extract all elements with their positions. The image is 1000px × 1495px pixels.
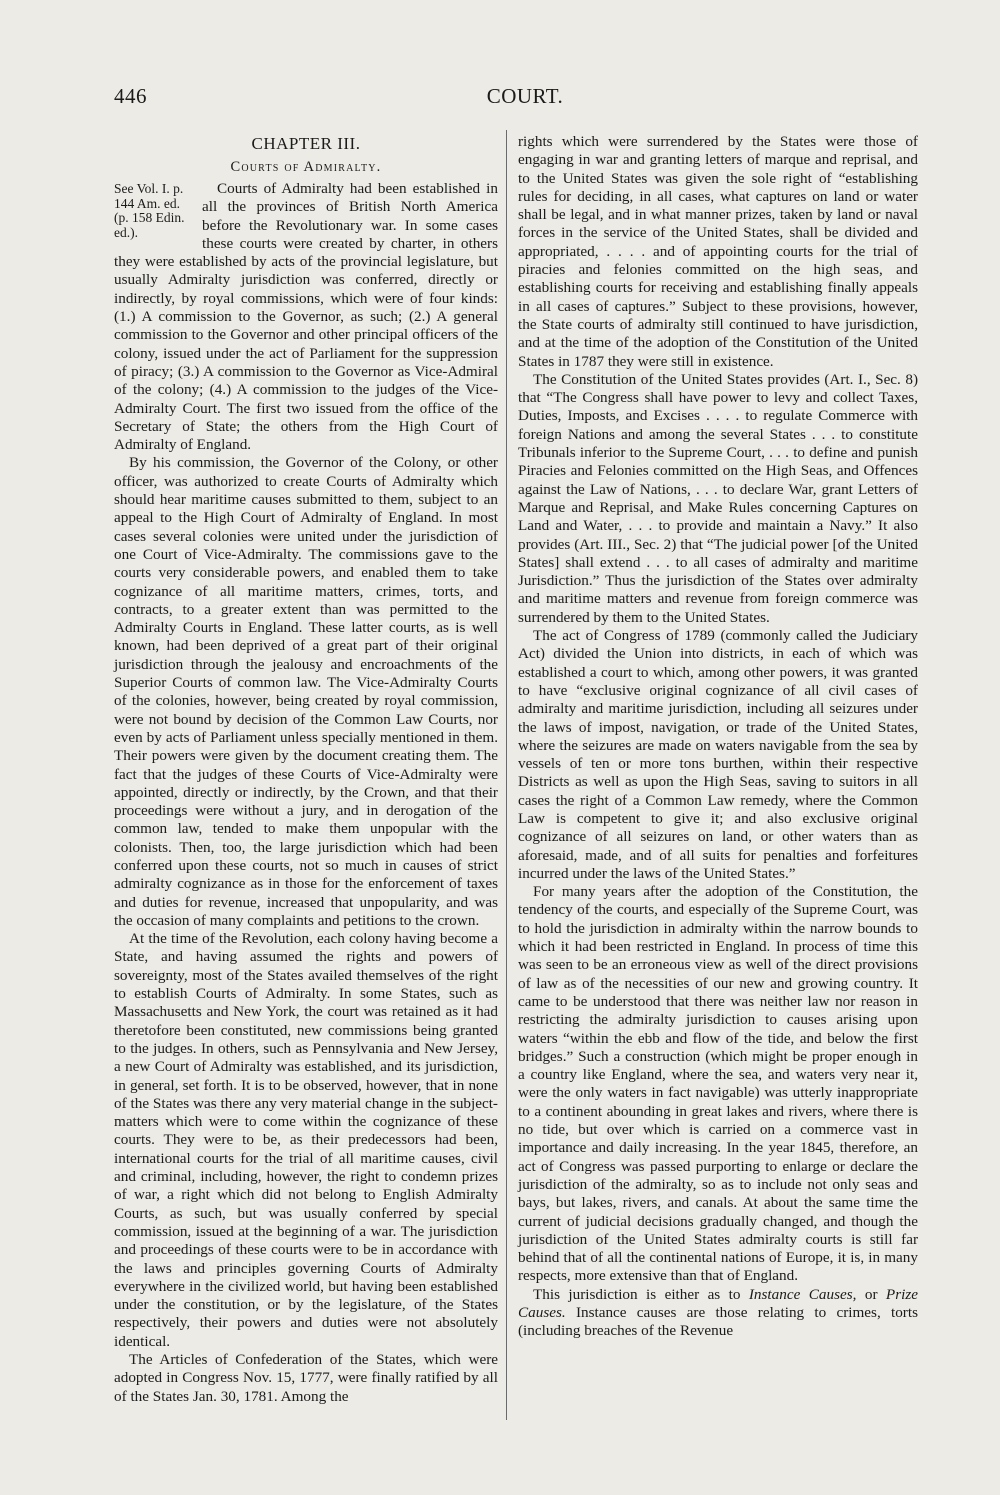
paragraph: The Constitution of the United States provides (Art. I., Sec. 8) that “The Congress shall have power to levy and collect Taxes, Duties, Imposts, and Excises . . . . to regulate Commerce with foreign Nations and among the several States . . . to constitute Tribunals inferior to the Supreme Court, . . . to define and punish Piracies and Felonies committed on the High Seas, and Offences against the Law of Nations, . . . to declare War, grant Letters of Marque and Reprisal, and Make Rules concerning Captures on Land and Water, . . . to provide and maintain a Navy.” It also provides (Art. III., Sec. 2) that “The judicial power [of the United States] shall extend . . . to all cases of admiralty and maritime Jurisdiction.” Thus the jurisdiction of the States over admiralty and maritime matters and revenue from foreign commerce was surrendered by them to the United States. [518,370,918,626]
page-number: 446 [114,84,147,108]
paragraph: rights which were surrendered by the States were those of engaging in war and granting letters of marque and reprisal, and to the United States was given the sole right of “establishing rules for deciding, in all cases, what captures on land or water shall be legal, and in what manner prizes, taken by land or naval forces in the service of the United States, shall be divided and appropriated, . . . . and of appointing courts for the trial of piracies and felonies committed on the high seas, and establishing courts for receiving and establishing finally appeals in all cases of captures.” Subject to these provisions, however, the State courts of admiralty still continued to have jurisdiction, and at the time of the adoption of the Constitution of the United States in 1787 they were still in existence. [518,133,918,370]
paragraph-text: Instance causes are those relating to crimes, torts (including breaches of the Revenue [518,1304,918,1340]
paragraph: The act of Congress of 1789 (commonly called the Judiciary Act) divided the Union into districts, in each of which was established a court to which, among other powers, it was granted to have “exclusive original cognizance of all civil cases of admiralty and maritime jurisdiction, including all seizures under the laws of impost, navigation, or trade of the United States, where the seizures are made on waters navigable from the sea by vessels of ten or more tons burthen, within their respective Districts as well as upon the High Seas, saving to suitors in all cases the right of a Common Law remedy, where the Common Law is competent to give it; and also exclusive original cognizance of all seizures on land, or other waters than as aforesaid, made, and of all suits for penalties and forfeitures incurred under the laws of the United States.” [518,627,918,882]
chapter-title: CHAPTER III. [251,134,361,153]
column-divider [506,130,507,1420]
right-column [518,133,918,1341]
paragraph [114,180,498,454]
running-title: COURT. [486,84,564,108]
paragraph-text: or [864,1285,878,1303]
italic-term: Prize Causes. [518,1285,918,1321]
margin-note: See Vol. I. p. 144 Am. ed. (p. 158 Edin. ed.). [114,181,185,240]
paragraph: For many years after the adoption of the Constitution, the tendency of the courts, and especially of the Supreme Court, was to hold the jurisdiction in admiralty within the narrow bounds to which it had been restricted in England. In process of time this was seen to be an erroneous view as well of the direct provisions of law as of the necessities of our new and growing country. It came to be understood that there was neither law nor reason in restricting the admiralty jurisdiction to causes arising upon waters “within the ebb and flow of the tide, and below the first bridges.” Such a construction (which might be proper enough in a country like England, where the sea, and waters very near it, were the only waters in fact navigable) was utterly inappropriate to a continent abounding in great lakes and rivers, where there is no tide, but over which is carried on a commerce vast in importance and daily increasing. In the year 1845, therefore, an act of Congress was passed purporting to enlarge or declare the jurisdiction of the admiralty, so as to include not only seas and bays, but lakes, rivers, and canals. At about the same time the current of judicial decisions gradually changed, and though the jurisdiction of the United States admiralty courts is still far behind that of all the continental nations of Europe, it is, in many respects, more extensive than that of England. [518,883,918,1285]
paragraph: At the time of the Revolution, each colony having become a State, and having assumed the rights and powers of sovereignty, most of the States availed themselves of the right to establish Courts of Admiralty. In some States, such as Massachusetts and New York, the court was retained as it had theretofore been constituted, new commissions being granted to the judges. In others, such as Pennsylvania and New Jersey, a new Court of Admiralty was established, and its jurisdiction, in general, set forth. It is to be observed, however, that in none of the States was there any very material change in the subject-matters which were to come within the cognizance of these courts. They were to be, as their predecessors had been, international courts for the trial of all maritime causes, civil and criminal, including, however, the right to condemn prizes of war, a right which did not belong to English Admiralty Courts, as such, but was usually conferred by special commission, issued at the beginning of a war. The jurisdiction and proceedings of these courts were to be in accordance with the laws and principles governing Courts of Admiralty everywhere in the civilized world, but having been established under the constitution, or by the legislature, of the States respectively, their powers and duties were not absolutely identical. [114,930,498,1350]
paragraph-text: Courts of Admiralty had been established in all the provinces of British North America before the Revolutionary war. In some cases these courts were created by charter, in others they were established by acts of the provincial legislature, but usually Admiralty jurisdiction was conferred, directly or indirectly, by royal commissions, which were of four kinds: (1.) A commission to the Governor, as such; (2.) A general commission to the Governor and other principal officers of the colony, issued under the act of Parliament for the suppression of piracy; (3.) A commission to the Governor as Vice-Admiral of the colony; (4.) A commission to the judges of the Vice-Admiralty Court. The first two issued from the office of the Secretary of State; the others from the High Court of Admiralty of England. [114,180,498,454]
paragraph-text: This jurisdiction is either as to [533,1285,741,1303]
paragraph [518,1286,918,1341]
paragraph: By his commission, the Governor of the Colony, or other officer, was authorized to create Courts of Admiralty which should hear maritime causes submitted to them, subject to an appeal to the High Court of Admiralty of England. In most cases several colonies were united under the jurisdiction of one Court of Vice-Admiralty. The commissions gave to the courts very considerable powers, and enabled them to take cognizance of all maritime matters, crimes, torts, and contracts, to a greater extent than was permitted to the Admiralty Courts in England. These latter courts, as is well known, had been deprived of a great part of their original jurisdiction through the jealousy and encroachments of the Superior Courts of common law. The Vice-Admiralty Courts of the colonies, however, being created by royal commission, were not bound by decision of the Common Law Courts, nor even by acts of Parliament unless specially mentioned in them. Their powers were given by the document creating them. The fact that the judges of these Courts of Vice-Admiralty were appointed, directly or indirectly, by the Crown, and that their proceedings were without a jury, and in derogation of the common law, tended to make them unpopular with the colonists. Then, too, the large jurisdiction which had been conferred upon these courts, not so much in causes of strict admiralty cognizance as in those for the enforcement of taxes and duties for revenue, increased that unpopularity, and was the occasion of many complaints and petitions to the crown. [114,454,498,929]
section-title: Courts of Admiralty. [230,159,382,175]
paragraph: The Articles of Confederation of the States, which were adopted in Congress Nov. 15, 1777, were finally ratified by all of the States Jan. 30, 1781. Among the [114,1351,498,1405]
italic-term: Instance Causes, [748,1285,857,1303]
left-column [114,133,498,1406]
running-head [0,84,1000,114]
